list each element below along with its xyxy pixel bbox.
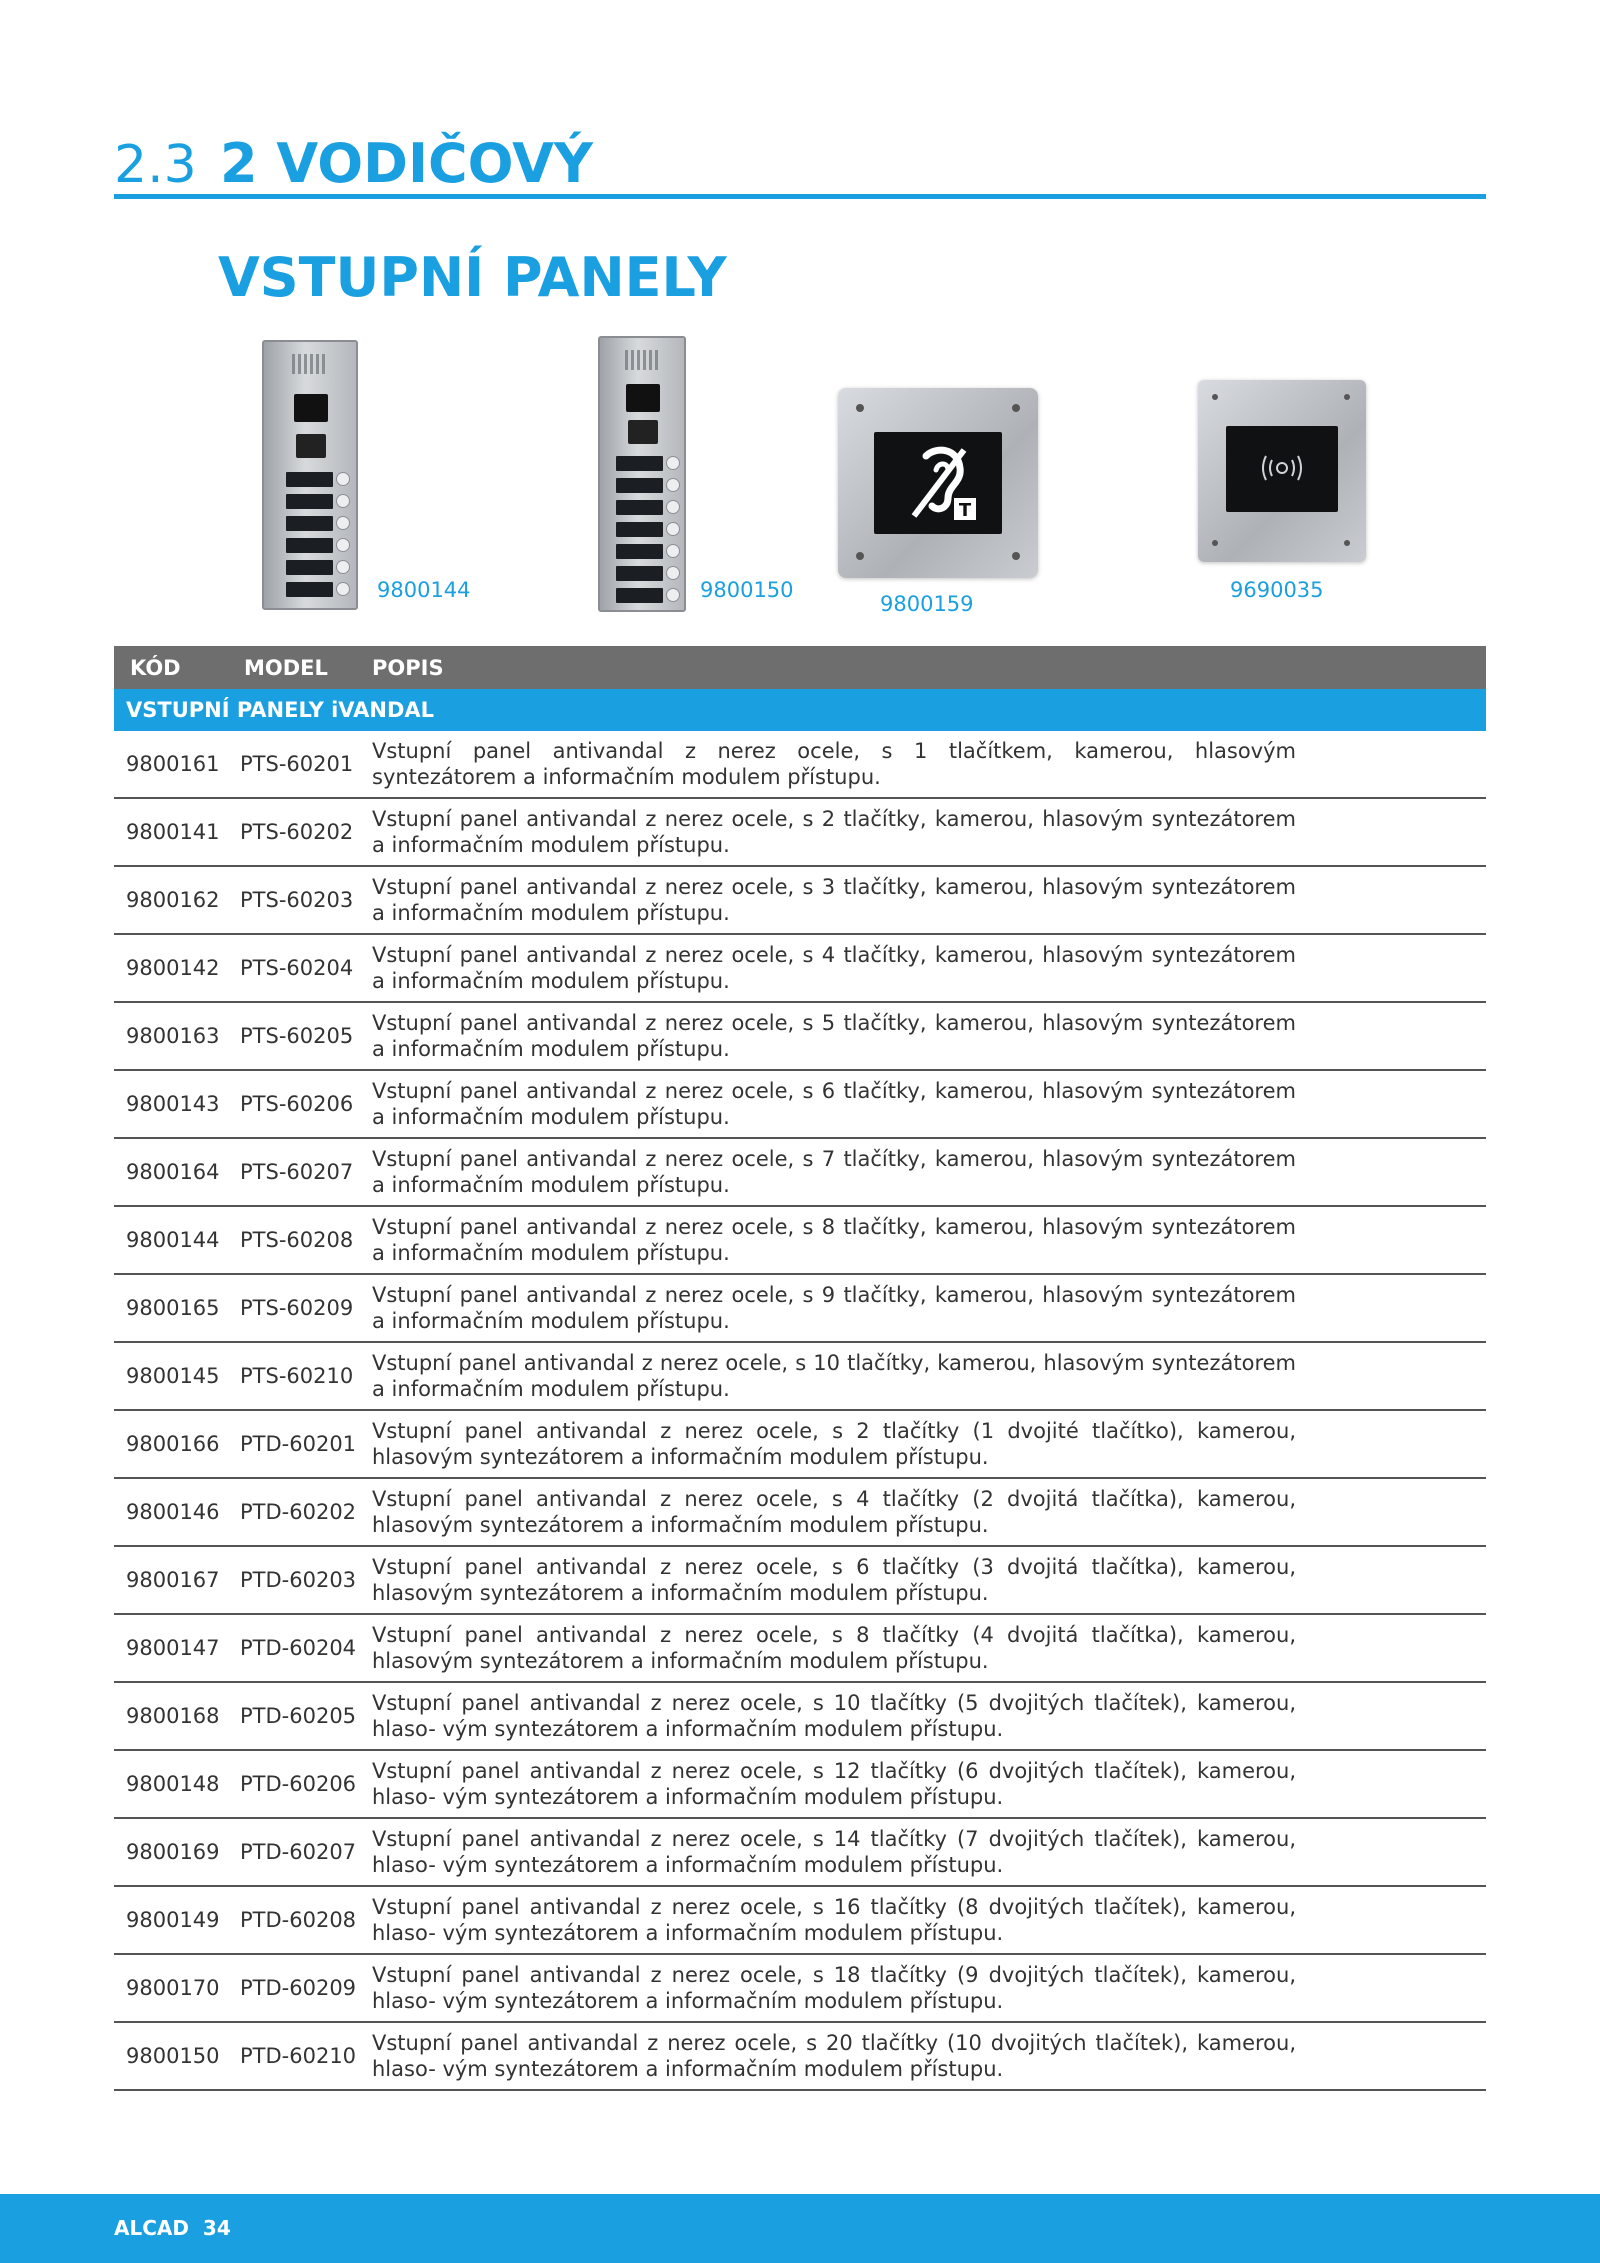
table-row: [114, 1954, 1486, 2022]
panel-button-graphic: [616, 454, 680, 472]
table-row: [114, 1886, 1486, 1954]
cell-model: PTD-60210: [228, 2022, 372, 2090]
panel-button-graphic: [616, 498, 680, 516]
panel-button-graphic: [616, 520, 680, 538]
section-number: 2.3: [114, 135, 197, 195]
cell-code: 9800146: [114, 1478, 228, 1546]
cell-model: PTD-60204: [228, 1614, 372, 1682]
cell-code: 9800169: [114, 1818, 228, 1886]
cell-model: PTS-60207: [228, 1138, 372, 1206]
cell-model: PTD-60205: [228, 1682, 372, 1750]
panel-button-graphic: [286, 536, 350, 554]
cell-description: Vstupní panel antivandal z nerez ocele, s 7 tlačítky, kamerou, hlasovým syntezátorem a informačním modulem přístupu.: [372, 1138, 1486, 1206]
panel-button-graphic: [616, 476, 680, 494]
panel-button-graphic: [616, 542, 680, 560]
table-row: [114, 1342, 1486, 1410]
cell-description: Vstupní panel antivandal z nerez ocele, s 8 tlačítky (4 dvojitá tlačítka), kamerou, hlasovým syntezátorem a informačním modulem přístupu.: [372, 1614, 1486, 1682]
table-row: [114, 1138, 1486, 1206]
cell-code: 9800143: [114, 1070, 228, 1138]
cell-description: Vstupní panel antivandal z nerez ocele, s 3 tlačítky, kamerou, hlasovým syntezátorem a informačním modulem přístupu.: [372, 866, 1486, 934]
cell-model: PTS-60204: [228, 934, 372, 1002]
footer-text: [114, 2216, 231, 2240]
panel-button-graphic: [616, 564, 680, 582]
cell-description: Vstupní panel antivandal z nerez ocele, s 10 tlačítky, kamerou, hlasovým syntezátorem a informačním modulem přístupu.: [372, 1342, 1486, 1410]
product-code-table: [114, 646, 1486, 2091]
group-label: VSTUPNÍ PANELY iVANDAL: [114, 689, 1486, 731]
panel-button-graphic: [616, 586, 680, 604]
table-header-row: [114, 646, 1486, 689]
cell-model: PTS-60202: [228, 798, 372, 866]
table-group-row: [114, 689, 1486, 731]
cell-description: Vstupní panel antivandal z nerez ocele, s 5 tlačítky, kamerou, hlasovým syntezátorem a informačním modulem přístupu.: [372, 1002, 1486, 1070]
cell-code: 9800142: [114, 934, 228, 1002]
hearing-loop-icon: [874, 432, 1002, 534]
panel-button-graphic: [286, 492, 350, 510]
table-row: [114, 2022, 1486, 2090]
cell-model: PTS-60208: [228, 1206, 372, 1274]
cell-description: Vstupní panel antivandal z nerez ocele, s 2 tlačítky (1 dvojité tlačítko), kamerou, hlasovým syntezátorem a informačním modulem přístupu.: [372, 1410, 1486, 1478]
cell-description: Vstupní panel antivandal z nerez ocele, s 12 tlačítky (6 dvojitých tlačítek), kamerou, hlaso- vým syntezátorem a informačním modulem přístupu.: [372, 1750, 1486, 1818]
footer-brand: ALCAD: [114, 2216, 189, 2240]
cell-description: Vstupní panel antivandal z nerez ocele, s 1 tlačítkem, kamerou, hlasovým syntezátorem a informačním modulem přístupu.: [372, 731, 1486, 798]
table-row: [114, 866, 1486, 934]
cell-model: PTS-60203: [228, 866, 372, 934]
cell-model: PTS-60210: [228, 1342, 372, 1410]
cell-code: 9800167: [114, 1546, 228, 1614]
cell-description: Vstupní panel antivandal z nerez ocele, s 14 tlačítky (7 dvojitých tlačítek), kamerou, hlaso- vým syntezátorem a informačním modulem přístupu.: [372, 1818, 1486, 1886]
cell-description: Vstupní panel antivandal z nerez ocele, s 8 tlačítky, kamerou, hlasovým syntezátorem a informačním modulem přístupu.: [372, 1206, 1486, 1274]
page-footer: [0, 2194, 1600, 2263]
cell-model: PTD-60201: [228, 1410, 372, 1478]
cell-description: Vstupní panel antivandal z nerez ocele, s 2 tlačítky, kamerou, hlasovým syntezátorem a informačním modulem přístupu.: [372, 798, 1486, 866]
cell-code: 9800165: [114, 1274, 228, 1342]
page-number: 34: [202, 2216, 231, 2240]
cell-code: 9800161: [114, 731, 228, 798]
table-row: [114, 934, 1486, 1002]
cell-model: PTS-60205: [228, 1002, 372, 1070]
panel-button-graphic: [286, 470, 350, 488]
svg-text:T: T: [958, 500, 972, 521]
cell-code: 9800147: [114, 1614, 228, 1682]
table-row: [114, 1274, 1486, 1342]
header-code: KÓD: [114, 646, 228, 689]
cell-description: Vstupní panel antivandal z nerez ocele, s 6 tlačítky, kamerou, hlasovým syntezátorem a informačním modulem přístupu.: [372, 1070, 1486, 1138]
table-row: [114, 1614, 1486, 1682]
proximity-icon: [1226, 426, 1338, 512]
cell-description: Vstupní panel antivandal z nerez ocele, s 16 tlačítky (8 dvojitých tlačítek), kamerou, hlaso- vým syntezátorem a informačním modulem přístupu.: [372, 1886, 1486, 1954]
product-code-label: 9800150: [700, 578, 794, 602]
cell-code: 9800168: [114, 1682, 228, 1750]
cell-code: 9800148: [114, 1750, 228, 1818]
cell-code: 9800164: [114, 1138, 228, 1206]
panel-button-graphic: [286, 580, 350, 598]
header-description: POPIS: [372, 646, 1486, 689]
cell-description: Vstupní panel antivandal z nerez ocele, s 6 tlačítky (3 dvojitá tlačítka), kamerou, hlasovým syntezátorem a informačním modulem přístupu.: [372, 1546, 1486, 1614]
product-code-label: 9690035: [1230, 578, 1324, 602]
cell-model: PTD-60207: [228, 1818, 372, 1886]
cell-code: 9800145: [114, 1342, 228, 1410]
cell-description: Vstupní panel antivandal z nerez ocele, s 20 tlačítky (10 dvojitých tlačítek), kamerou, hlaso- vým syntezátorem a informačním modulem přístupu.: [372, 2022, 1486, 2090]
cell-code: 9800170: [114, 1954, 228, 2022]
cell-model: PTD-60203: [228, 1546, 372, 1614]
section-title: 2 VODIČOVÝ: [220, 132, 594, 195]
product-code-label: 9800144: [377, 578, 471, 602]
cell-description: Vstupní panel antivandal z nerez ocele, s 18 tlačítky (9 dvojitých tlačítek), kamerou, hlaso- vým syntezátorem a informačním modulem přístupu.: [372, 1954, 1486, 2022]
table-row: [114, 1750, 1486, 1818]
cell-description: Vstupní panel antivandal z nerez ocele, s 10 tlačítky (5 dvojitých tlačítek), kamerou, hlaso- vým syntezátorem a informačním modulem přístupu.: [372, 1682, 1486, 1750]
table-row: [114, 731, 1486, 798]
cell-code: 9800166: [114, 1410, 228, 1478]
cell-model: PTD-60208: [228, 1886, 372, 1954]
cell-model: PTD-60206: [228, 1750, 372, 1818]
table-row: [114, 1070, 1486, 1138]
product-code-label: 9800159: [880, 592, 974, 616]
table-row: [114, 1818, 1486, 1886]
cell-model: PTS-60206: [228, 1070, 372, 1138]
cell-code: 9800163: [114, 1002, 228, 1070]
table-row: [114, 1478, 1486, 1546]
cell-code: 9800150: [114, 2022, 228, 2090]
cell-code: 9800141: [114, 798, 228, 866]
table-row: [114, 1002, 1486, 1070]
cell-model: PTD-60209: [228, 1954, 372, 2022]
panel-button-graphic: [286, 514, 350, 532]
table-row: [114, 1546, 1486, 1614]
cell-description: Vstupní panel antivandal z nerez ocele, s 4 tlačítky, kamerou, hlasovým syntezátorem a informačním modulem přístupu.: [372, 934, 1486, 1002]
table-row: [114, 798, 1486, 866]
table-row: [114, 1682, 1486, 1750]
panel-button-graphic: [286, 558, 350, 576]
table-row: [114, 1206, 1486, 1274]
table-row: [114, 1410, 1486, 1478]
cell-description: Vstupní panel antivandal z nerez ocele, s 9 tlačítky, kamerou, hlasovým syntezátorem a informačním modulem přístupu.: [372, 1274, 1486, 1342]
cell-code: 9800149: [114, 1886, 228, 1954]
section-heading: [114, 132, 1486, 199]
page-subtitle: VSTUPNÍ PANELY: [218, 246, 727, 309]
cell-code: 9800162: [114, 866, 228, 934]
cell-model: PTD-60202: [228, 1478, 372, 1546]
header-model: MODEL: [228, 646, 372, 689]
cell-model: PTS-60201: [228, 731, 372, 798]
cell-model: PTS-60209: [228, 1274, 372, 1342]
cell-description: Vstupní panel antivandal z nerez ocele, s 4 tlačítky (2 dvojitá tlačítka), kamerou, hlasovým syntezátorem a informačním modulem přístupu.: [372, 1478, 1486, 1546]
cell-code: 9800144: [114, 1206, 228, 1274]
